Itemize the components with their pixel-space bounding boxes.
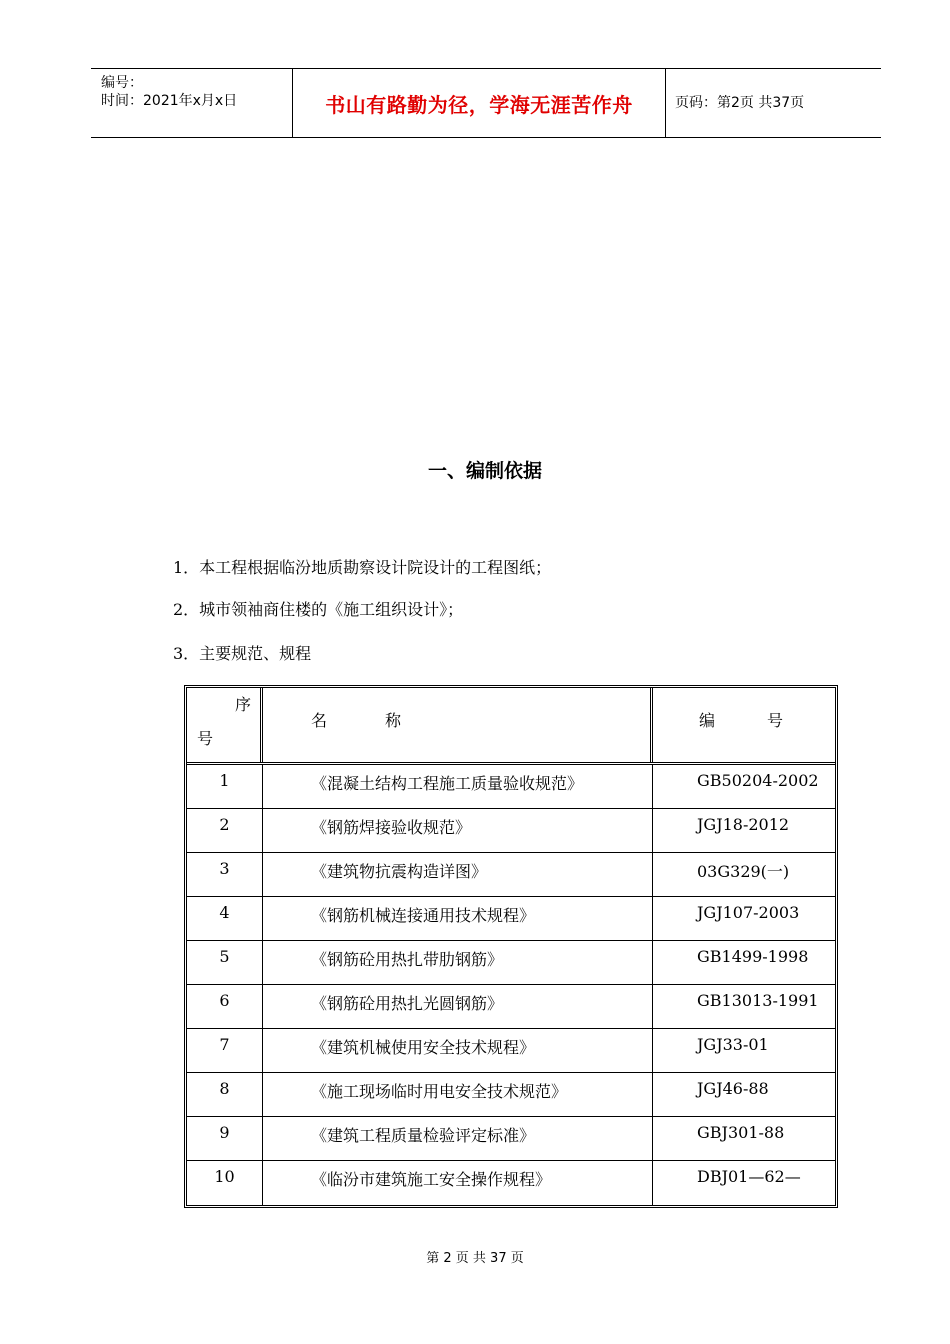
row-no: 2: [219, 815, 230, 834]
row-name: 《建筑工程质量检验评定标准》: [311, 1126, 536, 1145]
row-no: 5: [219, 947, 230, 966]
header-page-cell: [665, 69, 881, 137]
table-row: [187, 985, 835, 1029]
header-name-text: 名 称: [311, 711, 402, 730]
row-no: 8: [219, 1079, 230, 1098]
table-row: [187, 853, 835, 897]
table-row: [187, 941, 835, 985]
header-meta: [91, 69, 292, 137]
row-name: 《建筑机械使用安全技术规程》: [311, 1038, 536, 1057]
header-motto: 书山有路勤为径，学海无涯苦作舟: [325, 92, 633, 117]
row-code: JGJ33-01: [697, 1035, 769, 1054]
row-no: 9: [219, 1123, 230, 1142]
table-row: [187, 1073, 835, 1117]
row-code: GB50204-2002: [697, 771, 819, 790]
row-code: DBJ01—62—: [697, 1167, 801, 1186]
paragraph-2: 2．城市领袖商住楼的《施工组织设计》；: [173, 600, 464, 619]
row-no: 3: [219, 859, 230, 878]
row-name: 《钢筋机械连接通用技术规程》: [311, 906, 536, 925]
row-name: 《建筑物抗震构造详图》: [311, 862, 488, 881]
paragraph-3: 3．主要规范、规程: [173, 644, 312, 663]
header-code: [653, 688, 835, 762]
row-name: 《混凝土结构工程施工质量验收规范》: [311, 774, 584, 793]
table-header-row: [187, 688, 835, 765]
row-no: 4: [219, 903, 230, 922]
table-row: [187, 765, 835, 809]
doc-id-label: 编号：: [101, 75, 143, 91]
row-name: 《临汾市建筑施工安全操作规程》: [311, 1170, 552, 1189]
table-row: [187, 809, 835, 853]
row-name: 《钢筋焊接验收规范》: [311, 818, 472, 837]
header-seq: [187, 688, 263, 762]
row-code: JGJ46-88: [697, 1079, 769, 1098]
paragraph-1: 1．本工程根据临汾地质勘察设计院设计的工程图纸；: [173, 558, 552, 577]
table-row: [187, 897, 835, 941]
row-name: 《施工现场临时用电安全技术规范》: [311, 1082, 568, 1101]
header-seq-part1: 序: [235, 695, 252, 714]
page-header: [91, 68, 881, 138]
section-title: 一、编制依据: [427, 460, 542, 482]
table-row: [187, 1117, 835, 1161]
header-motto-cell: [292, 69, 666, 137]
row-no: 1: [219, 771, 230, 790]
header-seq-part2: 号: [197, 729, 214, 748]
row-no: 6: [219, 991, 230, 1010]
header-name: [263, 688, 653, 762]
row-code: JGJ18-2012: [697, 815, 790, 834]
row-code: 03G329(一): [697, 862, 790, 881]
row-name: 《钢筋砼用热扎带肋钢筋》: [311, 950, 504, 969]
row-code: GB13013-1991: [697, 991, 819, 1010]
header-code-text: 编 号: [699, 711, 784, 730]
spec-table: [184, 685, 838, 1208]
table-row: [187, 1029, 835, 1073]
table-row: [187, 1161, 835, 1205]
row-no: 10: [214, 1167, 235, 1186]
row-code: JGJ107-2003: [697, 903, 800, 922]
doc-time-label: 时间：2021年x月x日: [101, 93, 238, 109]
row-no: 7: [219, 1035, 230, 1054]
row-name: 《钢筋砼用热扎光圆钢筋》: [311, 994, 504, 1013]
row-code: GB1499-1998: [697, 947, 809, 966]
page-footer: 第 2 页 共 37 页: [426, 1251, 524, 1266]
row-code: GBJ301-88: [697, 1123, 785, 1142]
header-page-label: 页码：第2页 共37页: [675, 95, 805, 111]
